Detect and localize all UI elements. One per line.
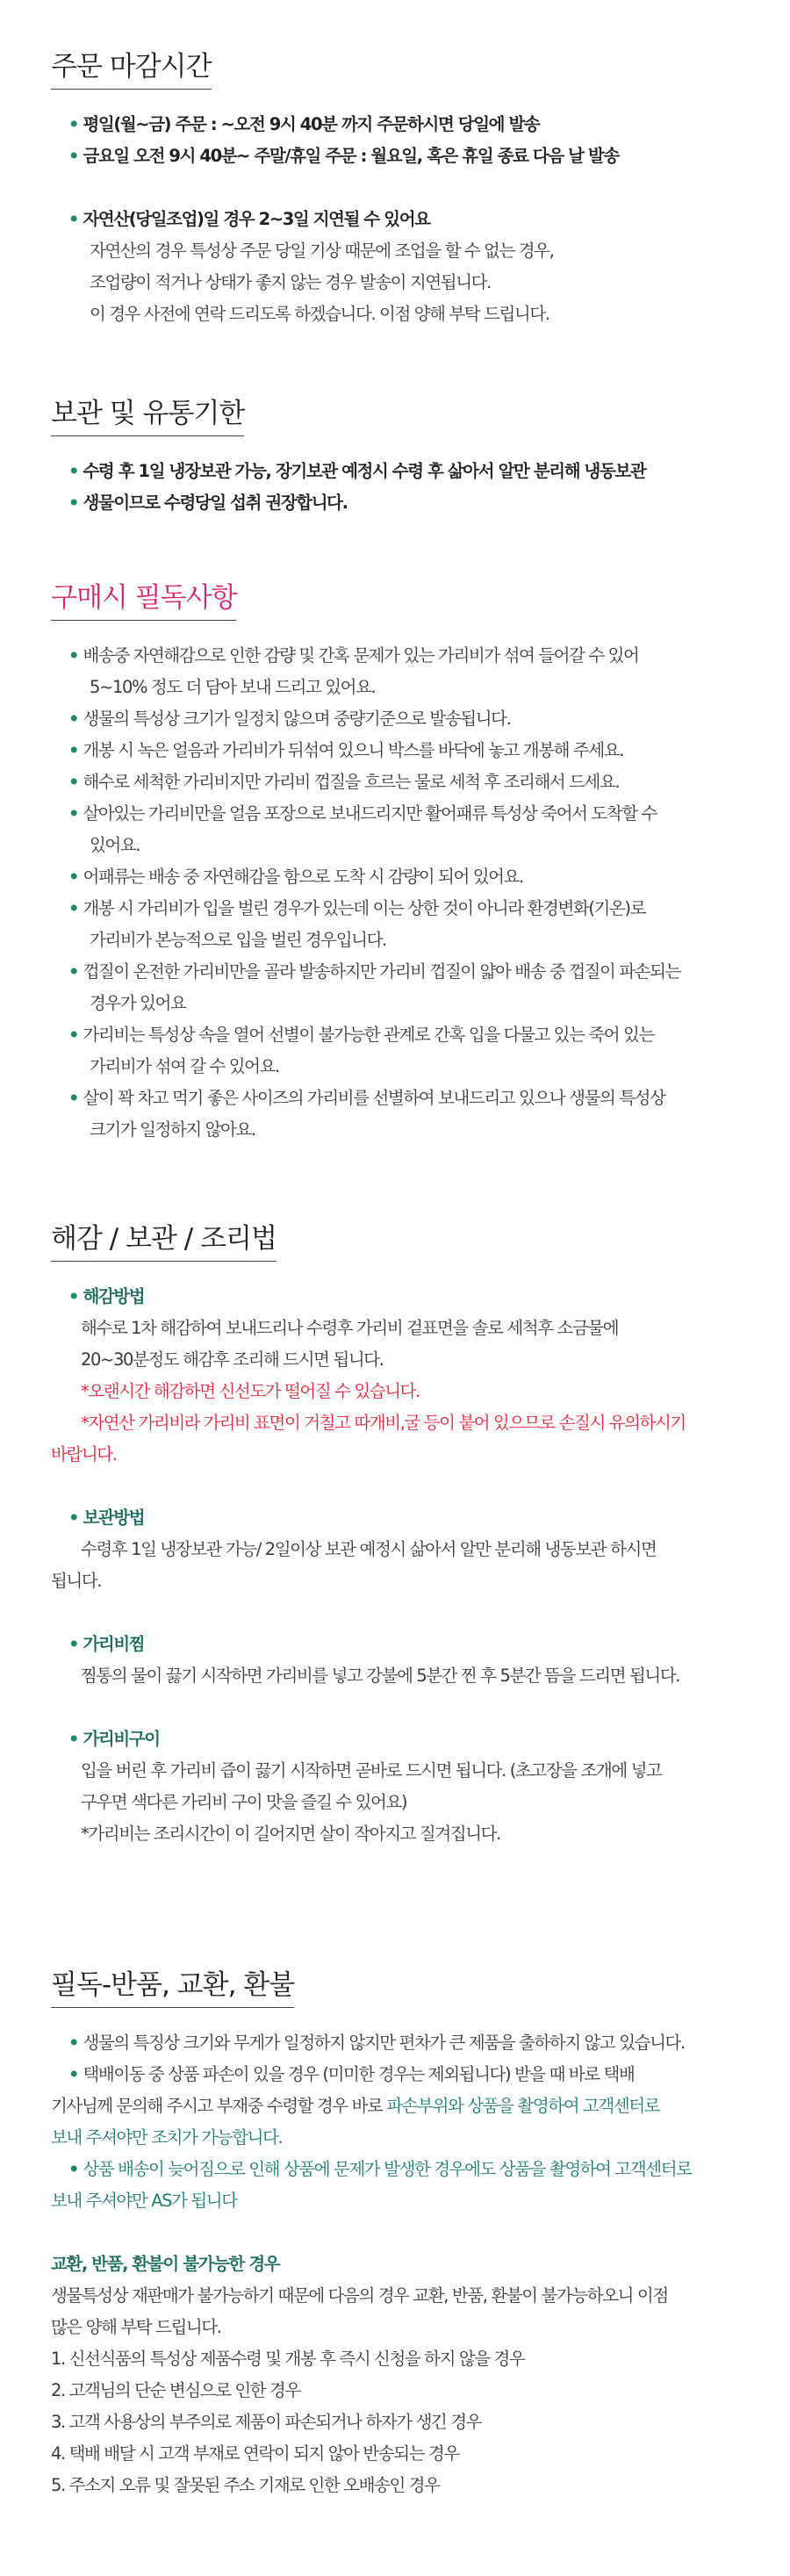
section-order-deadline <box>51 44 753 330</box>
text-line: 가리비가 섞여 갈 수 있어요. <box>90 1056 279 1076</box>
text-line: *가리비는 조리시간이 이 길어지면 살이 작아지고 질겨집니다. <box>81 1824 500 1844</box>
spacer <box>51 1471 753 1502</box>
text-line: • 개봉 시 녹은 얼음과 가리비가 뒤섞여 있으니 박스를 바닥에 놓고 개봉해 주세요. <box>51 735 753 766</box>
section-title: 해감 / 보관 / 조리법 <box>51 1216 276 1262</box>
text-line: • 자연산(당일조업)일 경우 2~3일 지연될 수 있어요 <box>51 204 753 235</box>
subheading: 교환, 반품, 환불이 불가능한 경우 <box>51 2254 280 2274</box>
subheading: • 보관방법 <box>51 1502 753 1534</box>
text-line: 3. 고객 사용상의 부주의로 제품이 파손되거나 하자가 생긴 경우 <box>51 2412 482 2432</box>
section-lines <box>51 456 753 519</box>
text-line: 4. 택배 배달 시 고객 부재로 연락이 되지 않아 반송되는 경우 <box>51 2443 459 2464</box>
section-cleaning-storage-cooking <box>51 1216 753 1850</box>
text-line: 1. 신선식품의 특성상 제품수령 및 개봉 후 즉시 신청을 하지 않을 경우 <box>51 2349 525 2369</box>
text-line: 생물특성상 재판매가 불가능하기 때문에 다음의 경우 교환, 반품, 환불이 불가능하오니 이점 <box>51 2285 668 2306</box>
subheading: • 가리비구이 <box>51 1723 753 1755</box>
text-line: 바랍니다. <box>51 1444 117 1464</box>
text-line: 5~10% 정도 더 담아 보내 드리고 있어요. <box>90 677 376 697</box>
subheading: • 해감방법 <box>51 1281 753 1313</box>
text-line: 됩니다. <box>51 1571 102 1591</box>
text-line: 찜통의 물이 끓기 시작하면 가리비를 넣고 강불에 5분간 찐 후 5분간 뜸을 드리면 됩니다. <box>81 1666 680 1686</box>
section-title: 구매시 필독사항 <box>51 575 236 621</box>
text-line: • 껍질이 온전한 가리비만을 골라 발송하지만 가리비 껍질이 얇아 배송 중 껍질이 파손되는 <box>51 956 753 988</box>
text-line: *오랜시간 해감하면 신선도가 떨어질 수 있습니다. <box>81 1381 420 1401</box>
text-line: • 생물의 특징상 크기와 무게가 일정하지 않지만 편차가 큰 제품을 출하하지 않고 있습니다. <box>51 2027 753 2059</box>
text-line: 크기가 일정하지 않아요. <box>90 1119 255 1140</box>
text-line: • 생물이므로 수령당일 섭취 권장합니다. <box>51 487 753 519</box>
text-line: 조업량이 적거나 상태가 좋지 않는 경우 발송이 지연됩니다. <box>90 272 491 292</box>
section-storage-expiry <box>51 391 753 519</box>
text-line <box>51 2090 753 2122</box>
text-span: 기사님께 문의해 주시고 부재중 수령할 경우 바로 <box>51 2096 387 2116</box>
spacer <box>51 172 753 204</box>
text-span: 파손부위와 상품을 촬영하여 고객센터로 <box>386 2096 660 2116</box>
section-title: 보관 및 유통기한 <box>51 391 244 436</box>
text-line: • 평일(월~금) 주문 : ~오전 9시 40분 까지 주문하시면 당일에 발송 <box>51 109 753 140</box>
section-lines <box>51 109 753 330</box>
text-line: 수령후 1일 냉장보관 가능/ 2일이상 보관 예정시 삶아서 알만 분리해 냉동보관 하시면 <box>81 1539 657 1559</box>
section-return-exchange-refund <box>51 1962 753 2501</box>
text-line: • 배송중 자연해감으로 인한 감량 및 간혹 문제가 있는 가리비가 섞여 들어갈 수 있어 <box>51 640 753 672</box>
subheading: • 가리비찜 <box>51 1629 753 1660</box>
text-line: 입을 버린 후 가리비 즙이 끓기 시작하면 곧바로 드시면 됩니다. (초고장을 조개에 넣고 <box>81 1760 662 1781</box>
spacer <box>51 2217 753 2249</box>
text-line: • 생물의 특성상 크기가 일정치 않으며 중량기준으로 발송됩니다. <box>51 703 753 735</box>
text-line: 많은 양해 부탁 드립니다. <box>51 2317 221 2337</box>
text-line: 있어요. <box>90 835 140 855</box>
text-line: *자연산 가리비라 가리비 표면이 거칠고 따개비,굴 등이 붙어 있으므로 손질시 유의하시기 <box>81 1413 686 1433</box>
text-line: • 상품 배송이 늦어짐으로 인해 상품에 문제가 발생한 경우에도 상품을 촬영하여 고객센터로 <box>51 2154 753 2185</box>
spacer <box>51 1692 753 1723</box>
text-line: 가리비가 본능적으로 입을 벌린 경우입니다. <box>90 930 386 950</box>
text-line: 보내 주셔야만 조치가 가능합니다. <box>51 2127 283 2148</box>
text-line: • 금요일 오전 9시 40분~ 주말/휴일 주문 : 월요일, 혹은 휴일 종료 다음 날 발송 <box>51 140 753 172</box>
section-purchase-notice <box>51 575 753 1146</box>
text-line: 2. 고객님의 단순 변심으로 인한 경우 <box>51 2380 300 2400</box>
text-line: • 수령 후 1일 냉장보관 가능, 장기보관 예정시 수령 후 삶아서 알만 분리해 냉동보관 <box>51 456 753 487</box>
text-line: • 어패류는 배송 중 자연해감을 함으로 도착 시 감량이 되어 있어요. <box>51 861 753 893</box>
section-title: 주문 마감시간 <box>51 44 212 90</box>
section-lines <box>51 640 753 1146</box>
text-line: • 가리비는 특성상 속을 열어 선별이 불가능한 관계로 간혹 입을 다물고 있는 죽어 있는 <box>51 1019 753 1051</box>
text-line: 이 경우 사전에 연락 드리도록 하겠습니다. 이점 양해 부탁 드립니다. <box>90 304 549 324</box>
text-line: 5. 주소지 오류 및 잘못된 주소 기재로 인한 오배송인 경우 <box>51 2475 440 2495</box>
text-line: 구우면 색다른 가리비 구이 맛을 즐길 수 있어요) <box>81 1792 407 1812</box>
section-lines <box>51 2027 753 2501</box>
spacer <box>51 1597 753 1629</box>
text-line: 자연산의 경우 특성상 주문 당일 기상 때문에 조업을 할 수 없는 경우, <box>90 241 554 261</box>
section-title: 필독-반품, 교환, 환불 <box>51 1962 294 2008</box>
text-line: 보내 주셔야만 AS가 됩니다 <box>51 2191 237 2211</box>
section-lines <box>51 1281 753 1850</box>
text-line: • 해수로 세척한 가리비지만 가리비 껍질을 흐르는 물로 세척 후 조리해서 드세요. <box>51 766 753 798</box>
text-line: 해수로 1차 해감하여 보내드리나 수령후 가리비 겉표면을 솔로 세척후 소금물에 <box>81 1318 619 1338</box>
text-line: 경우가 있어요 <box>90 993 186 1013</box>
text-line: • 살아있는 가리비만을 얼음 포장으로 보내드리지만 활어패류 특성상 죽어서 도착할 수 <box>51 798 753 830</box>
text-line: • 개봉 시 가리비가 입을 벌린 경우가 있는데 이는 상한 것이 아니라 환경변화(기온)로 <box>51 893 753 925</box>
text-line: 20~30분정도 해감후 조리해 드시면 됩니다. <box>81 1349 384 1370</box>
text-line: • 살이 꽉 차고 먹기 좋은 사이즈의 가리비를 선별하여 보내드리고 있으나 생물의 특성상 <box>51 1083 753 1114</box>
text-line: • 택배이동 중 상품 파손이 있을 경우 (미미한 경우는 제외됩니다) 받을 때 바로 택배 <box>51 2059 753 2090</box>
